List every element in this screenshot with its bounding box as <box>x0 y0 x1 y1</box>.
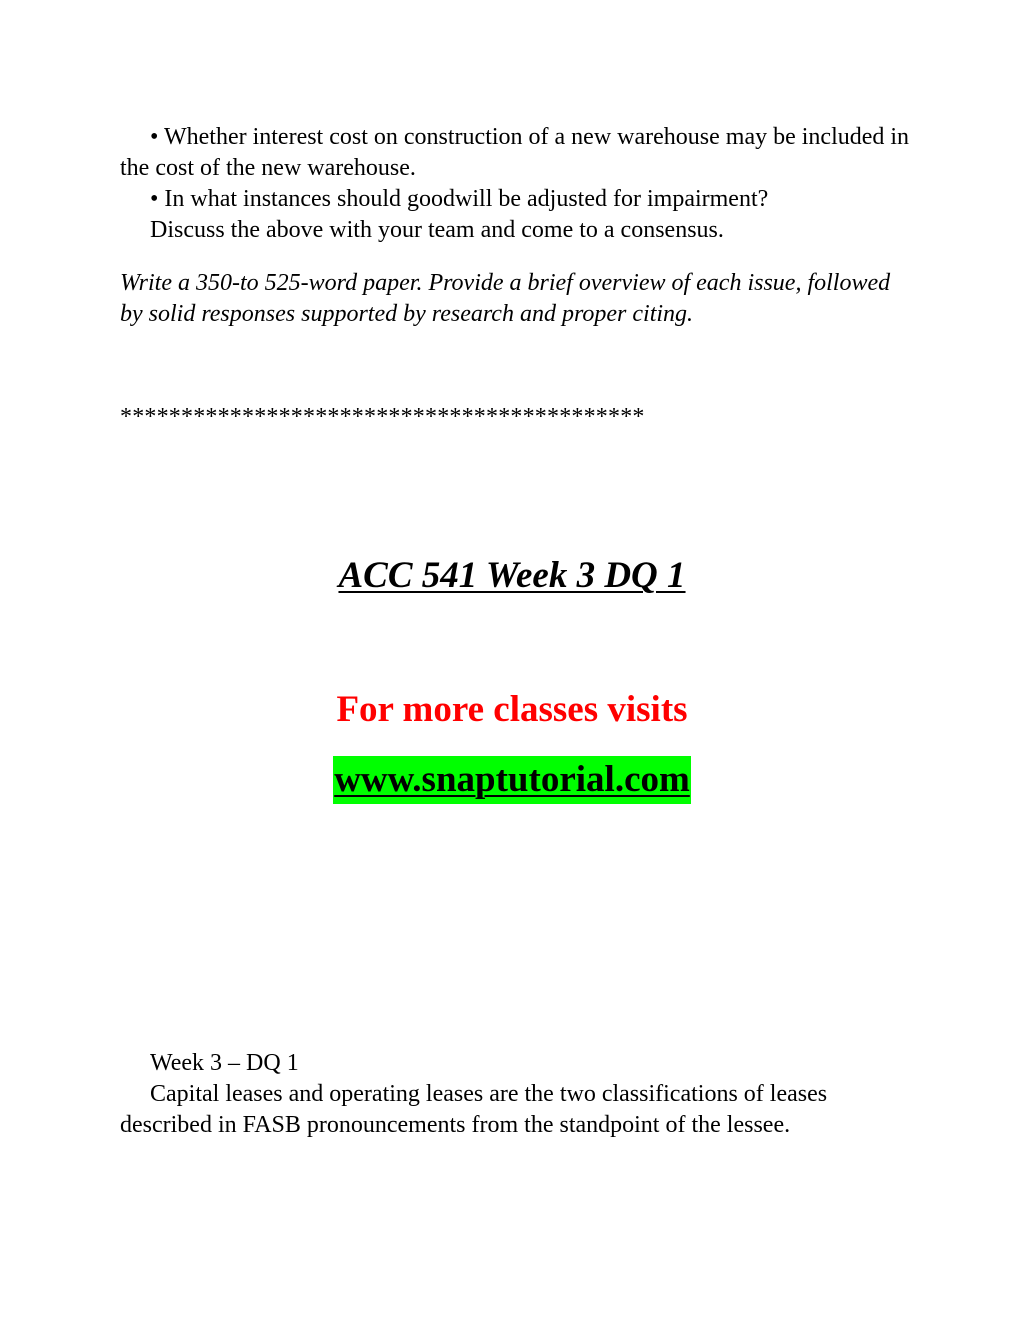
assignment-note: Write a 350-to 525-word paper. Provide a brief overview of each issue, followed by solid responses supported by research and proper citing. <box>120 270 891 327</box>
section-block <box>120 1048 910 1141</box>
intro-bullet-interest-cost: • Whether interest cost on construction of a new warehouse may be included in the cost of the new warehouse. <box>120 124 910 181</box>
section-label: Week 3 – DQ 1 <box>150 1050 299 1076</box>
intro-bullet-goodwill: • In what instances should goodwill be adjusted for impairment? <box>150 186 769 212</box>
separator-line: ******************************************* <box>120 404 645 430</box>
snaptutorial-link[interactable]: www.snaptutorial.com <box>333 756 691 804</box>
promo-text: For more classes visits <box>336 689 688 730</box>
section-body: Capital leases and operating leases are the two classifications of leases described in FASB pronouncements from the standpoint of the lessee. <box>120 1081 828 1138</box>
page-title: ACC 541 Week 3 DQ 1 <box>338 555 686 596</box>
intro-block <box>120 122 910 246</box>
promo-link-container <box>0 756 1024 804</box>
intro-instruction: Discuss the above with your team and come to a consensus. <box>150 217 724 243</box>
